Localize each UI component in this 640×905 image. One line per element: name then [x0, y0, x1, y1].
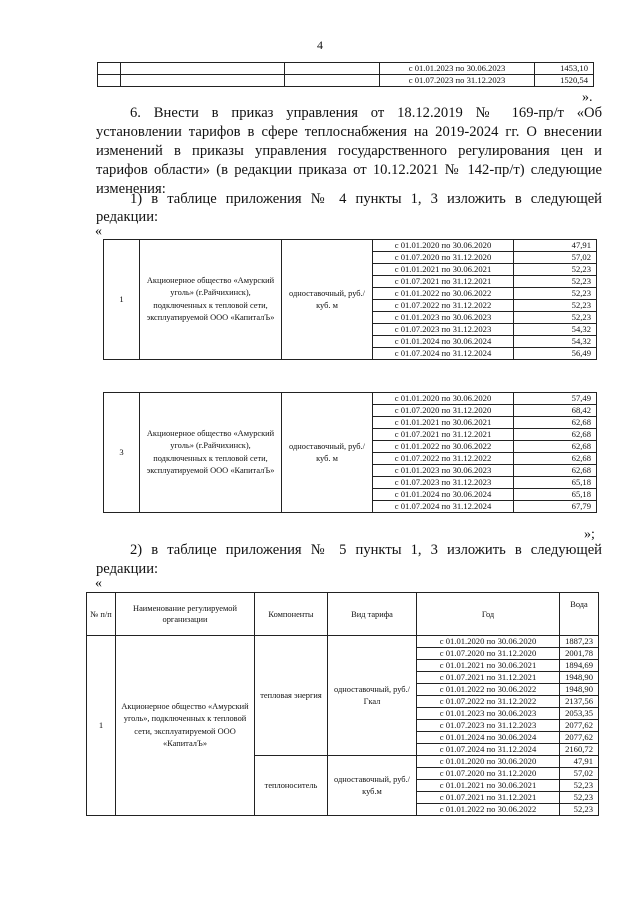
period-cell: с 01.07.2023 по 31.12.2023	[373, 324, 514, 336]
period-cell: с 01.07.2023 по 31.12.2023	[417, 720, 560, 732]
value-cell: 2160,72	[560, 744, 599, 756]
period-cell: с 01.01.2024 по 30.06.2024	[373, 489, 514, 501]
empty-cell	[98, 75, 121, 87]
value-cell: 57,02	[560, 768, 599, 780]
para6-line5: изменения:	[96, 181, 166, 197]
component-name: тепловая энергия	[255, 636, 328, 756]
value-cell: 1948,90	[560, 672, 599, 684]
component-name: теплоноситель	[255, 756, 328, 816]
period-cell: с 01.07.2021 по 31.12.2021	[373, 276, 514, 288]
table-row	[104, 393, 597, 405]
table5	[86, 592, 599, 816]
header-water: Вода	[560, 593, 599, 636]
period-cell: с 01.01.2022 по 30.06.2022	[417, 804, 560, 816]
top-table	[97, 62, 594, 87]
item1-line2: редакции:	[96, 209, 159, 225]
page-number: 4	[317, 38, 323, 52]
value-cell: 54,32	[514, 336, 597, 348]
period-cell: с 01.07.2024 по 31.12.2024	[373, 501, 514, 513]
value-cell: 56,49	[514, 348, 597, 360]
period-cell: с 01.07.2022 по 31.12.2022	[373, 300, 514, 312]
value-cell: 62,68	[514, 441, 597, 453]
tariff-type: одноставочный, руб./куб. м	[282, 240, 373, 360]
table-row	[98, 75, 594, 87]
period-cell: с 01.01.2020 по 30.06.2020	[373, 393, 514, 405]
tariff-type: одноставочный, руб./куб.м	[328, 756, 417, 816]
empty-cell	[285, 63, 380, 75]
value-cell: 62,68	[514, 453, 597, 465]
value-cell: 65,18	[514, 477, 597, 489]
table4-point3	[103, 392, 597, 513]
period-cell: с 01.07.2023 по 31.12.2023	[380, 75, 535, 87]
value-cell: 47,91	[514, 240, 597, 252]
period-cell: с 01.07.2023 по 31.12.2023	[373, 477, 514, 489]
period-cell: с 01.01.2022 по 30.06.2022	[373, 441, 514, 453]
period-cell: с 01.01.2022 по 30.06.2022	[417, 684, 560, 696]
period-cell: с 01.07.2020 по 31.12.2020	[417, 648, 560, 660]
period-cell: с 01.01.2020 по 30.06.2020	[417, 756, 560, 768]
para6-line4: тарифов области» (в редакции приказа от 10.12.2021 № 142-пр/т) следующие	[96, 162, 602, 178]
period-cell: с 01.07.2022 по 31.12.2022	[373, 453, 514, 465]
organization-name: Акционерное общество «Амурский уголь», подключенных к тепловой сети, эксплуатируемой ООО «КапиталЪ»	[116, 636, 255, 816]
period-cell: с 01.07.2020 по 31.12.2020	[417, 768, 560, 780]
tariff-type: одноставочный, руб./Гкал	[328, 636, 417, 756]
closing-quote-semicolon: »;	[584, 527, 595, 542]
value-cell: 52,23	[514, 276, 597, 288]
value-cell: 62,68	[514, 465, 597, 477]
header-org: Наименование регулируемой организации	[116, 593, 255, 636]
table-row	[104, 240, 597, 252]
period-cell: с 01.01.2021 по 30.06.2021	[417, 660, 560, 672]
header-year: Год	[417, 593, 560, 636]
header-row	[87, 593, 599, 636]
period-cell: с 01.07.2021 по 31.12.2021	[373, 429, 514, 441]
empty-cell	[121, 75, 285, 87]
para6-line1: 6. Внести в приказ управления от 18.12.2019 № 169-пр/т «Об	[130, 105, 602, 121]
item1-line1: 1) в таблице приложения № 4 пункты 1, 3 изложить в следующей	[130, 191, 602, 207]
value-cell: 52,23	[560, 792, 599, 804]
row-number: 1	[87, 636, 116, 816]
value-cell: 52,23	[514, 288, 597, 300]
period-cell: с 01.07.2022 по 31.12.2022	[417, 696, 560, 708]
organization-name: Акционерное общество «Амурский уголь» (г.Райчихинск), подключенных к тепловой сети, эксплуатируемой ООО «КапиталЪ»	[140, 393, 282, 513]
empty-cell	[285, 75, 380, 87]
value-cell: 52,23	[560, 804, 599, 816]
period-cell: с 01.07.2020 по 31.12.2020	[373, 252, 514, 264]
period-cell: с 01.01.2020 по 30.06.2020	[417, 636, 560, 648]
header-num: № п/п	[87, 593, 116, 636]
value-cell: 54,32	[514, 324, 597, 336]
value-cell: 68,42	[514, 405, 597, 417]
header-components: Компоненты	[255, 593, 328, 636]
period-cell: с 01.01.2024 по 30.06.2024	[417, 732, 560, 744]
organization-name: Акционерное общество «Амурский уголь» (г.Райчихинск), подключенных к тепловой сети, эксплуатируемой ООО «КапиталЪ»	[140, 240, 282, 360]
period-cell: с 01.01.2021 по 30.06.2021	[417, 780, 560, 792]
period-cell: с 01.01.2020 по 30.06.2020	[373, 240, 514, 252]
value-cell: 2077,62	[560, 720, 599, 732]
period-cell: с 01.01.2021 по 30.06.2021	[373, 264, 514, 276]
row-number: 3	[104, 393, 140, 513]
value-cell: 67,79	[514, 501, 597, 513]
period-cell: с 01.07.2020 по 31.12.2020	[373, 405, 514, 417]
period-cell: с 01.01.2023 по 30.06.2023	[373, 312, 514, 324]
period-cell: с 01.01.2023 по 30.06.2023	[417, 708, 560, 720]
value-cell: 52,23	[514, 300, 597, 312]
para6-line2: установлении тарифов в сфере теплоснабжения на 2019-2024 гг. О внесении	[96, 124, 602, 140]
closing-quote: ».	[582, 90, 593, 105]
period-cell: с 01.01.2021 по 30.06.2021	[373, 417, 514, 429]
value-cell: 57,49	[514, 393, 597, 405]
value-cell: 65,18	[514, 489, 597, 501]
value-cell: 62,68	[514, 417, 597, 429]
item2-line1: 2) в таблице приложения № 5 пункты 1, 3 изложить в следующей	[130, 542, 602, 558]
value-cell: 2137,56	[560, 696, 599, 708]
value-cell: 2077,62	[560, 732, 599, 744]
row-number: 1	[104, 240, 140, 360]
period-cell: с 01.07.2024 по 31.12.2024	[373, 348, 514, 360]
period-cell: с 01.07.2021 по 31.12.2021	[417, 792, 560, 804]
table-row	[98, 63, 594, 75]
period-cell: с 01.01.2023 по 30.06.2023	[373, 465, 514, 477]
open-quote: «	[95, 576, 102, 591]
table-row	[87, 636, 599, 648]
value-cell: 1948,90	[560, 684, 599, 696]
table4-point1	[103, 239, 597, 360]
value-cell: 2053,35	[560, 708, 599, 720]
open-quote: «	[95, 224, 102, 239]
period-cell: с 01.07.2024 по 31.12.2024	[417, 744, 560, 756]
value-cell: 1894,69	[560, 660, 599, 672]
value-cell: 2001,78	[560, 648, 599, 660]
value-cell: 52,23	[514, 264, 597, 276]
value-cell: 52,23	[560, 780, 599, 792]
tariff-type: одноставочный, руб./куб. м	[282, 393, 373, 513]
period-cell: с 01.01.2023 по 30.06.2023	[380, 63, 535, 75]
period-cell: с 01.01.2024 по 30.06.2024	[373, 336, 514, 348]
value-cell: 52,23	[514, 312, 597, 324]
value-cell: 47,91	[560, 756, 599, 768]
value-cell: 57,02	[514, 252, 597, 264]
value-cell: 1887,23	[560, 636, 599, 648]
value-cell: 1453,10	[535, 63, 594, 75]
header-tariff: Вид тарифа	[328, 593, 417, 636]
period-cell: с 01.07.2021 по 31.12.2021	[417, 672, 560, 684]
period-cell: с 01.01.2022 по 30.06.2022	[373, 288, 514, 300]
para6-line3: изменений в приказы управления государственного регулирования цен и	[96, 143, 602, 159]
value-cell: 1520,54	[535, 75, 594, 87]
item2-line2: редакции:	[96, 561, 159, 577]
empty-cell	[98, 63, 121, 75]
empty-cell	[121, 63, 285, 75]
value-cell: 62,68	[514, 429, 597, 441]
